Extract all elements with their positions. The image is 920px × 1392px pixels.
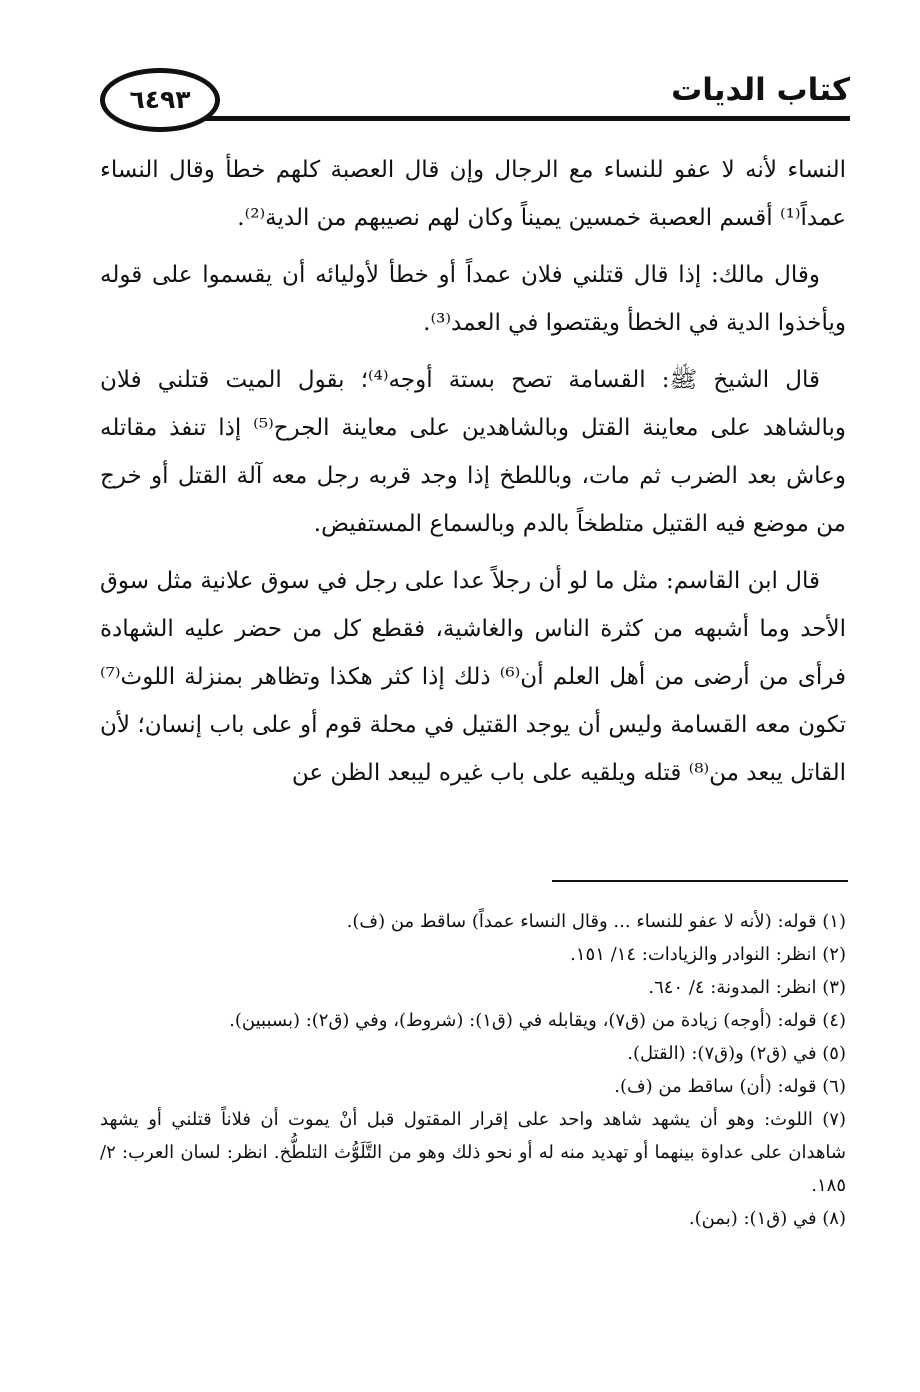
footnote: (٣) انظر: المدونة: ٤/ ٦٤٠. <box>648 977 846 998</box>
paragraph: قال الشيخ ﷺ: القسامة تصح بستة أوجه⁽⁴⁾؛ بقول الميت قتلني فلان وبالشاهد على معاينة القتل وبالشاهدين على معاينة الجرح⁽⁵⁾ إذا تنفذ مقاتله وعاش بعد الضرب ثم مات، وباللطخ إذا وجد قربه رجل معه آلة القتل أو خرج من موضع فيه القتيل متلطخاً بالدم وبالسماع المستفيض. <box>100 367 847 537</box>
main-text <box>100 146 846 797</box>
page-number: ٦٤٩٣ <box>129 85 191 114</box>
footnote: (٨) في (ق١): (بمن). <box>688 1208 846 1229</box>
footnote: (٤) قوله: (أوجه) زيادة من (ق٧)، ويقابله في (ق١): (شروط)، وفي (ق٢): (بسببين). <box>229 1010 846 1031</box>
footnote: (٢) انظر: النوادر والزيادات: ١٤/ ١٥١. <box>570 944 846 965</box>
footnote: (١) قوله: (لأنه لا عفو للنساء ... وقال النساء عمداً) ساقط من (ف). <box>346 911 846 932</box>
footnote: (٦) قوله: (أن) ساقط من (ف). <box>614 1076 846 1097</box>
paragraph: قال ابن القاسم: مثل ما لو أن رجلاً عدا على رجل في سوق علانية مثل سوق الأحد وما أشبهه من كثرة الناس والغاشية، فقطع كل من حضر عليه الشهادة فرأى من أرضى من أهل العلم أن⁽⁶⁾ ذلك إذا كثر هكذا وتظاهر بمنزلة اللوث⁽⁷⁾ تكون معه القسامة وليس أن يوجد القتيل في محلة قوم أو على باب إنسان؛ لأن القاتل يبعد من⁽⁸⁾ قتله ويلقيه على باب غيره ليبعد الظن عن <box>100 568 846 786</box>
footnote-separator <box>552 880 848 882</box>
page-number-oval <box>100 68 220 132</box>
paragraph: النساء لأنه لا عفو للنساء مع الرجال وإن قال العصبة كلهم خطأ وقال النساء عمداً⁽¹⁾ أقسم العصبة خمسين يميناً وكان لهم نصيبهم من الدية⁽²⁾. <box>100 157 846 231</box>
paragraph: وقال مالك: إذا قال قتلني فلان عمداً أو خطأ لأوليائه أن يقسموا على قوله ويأخذوا الدية في الخطأ ويقتصوا في العمد⁽³⁾. <box>100 262 846 336</box>
footnote: (٧) اللوث: وهو أن يشهد شاهد واحد على إقرار المقتول قبل أنْ يموت أن فلاناً قتلني أو يشهد شاهدان على عداوة بينهما أو تهديد منه له أو نحو ذلك وهو من التَّلَوُّث التلطُّخ. انظر: لسان العرب: ٢/ ١٨٥. <box>100 1109 846 1196</box>
book-title: كتاب الديات <box>671 72 850 108</box>
footnote: (٥) في (ق٢) و(ق٧): (القتل). <box>627 1043 846 1064</box>
header-rule <box>184 116 850 121</box>
footnotes <box>100 905 846 1235</box>
page-header <box>100 58 850 128</box>
